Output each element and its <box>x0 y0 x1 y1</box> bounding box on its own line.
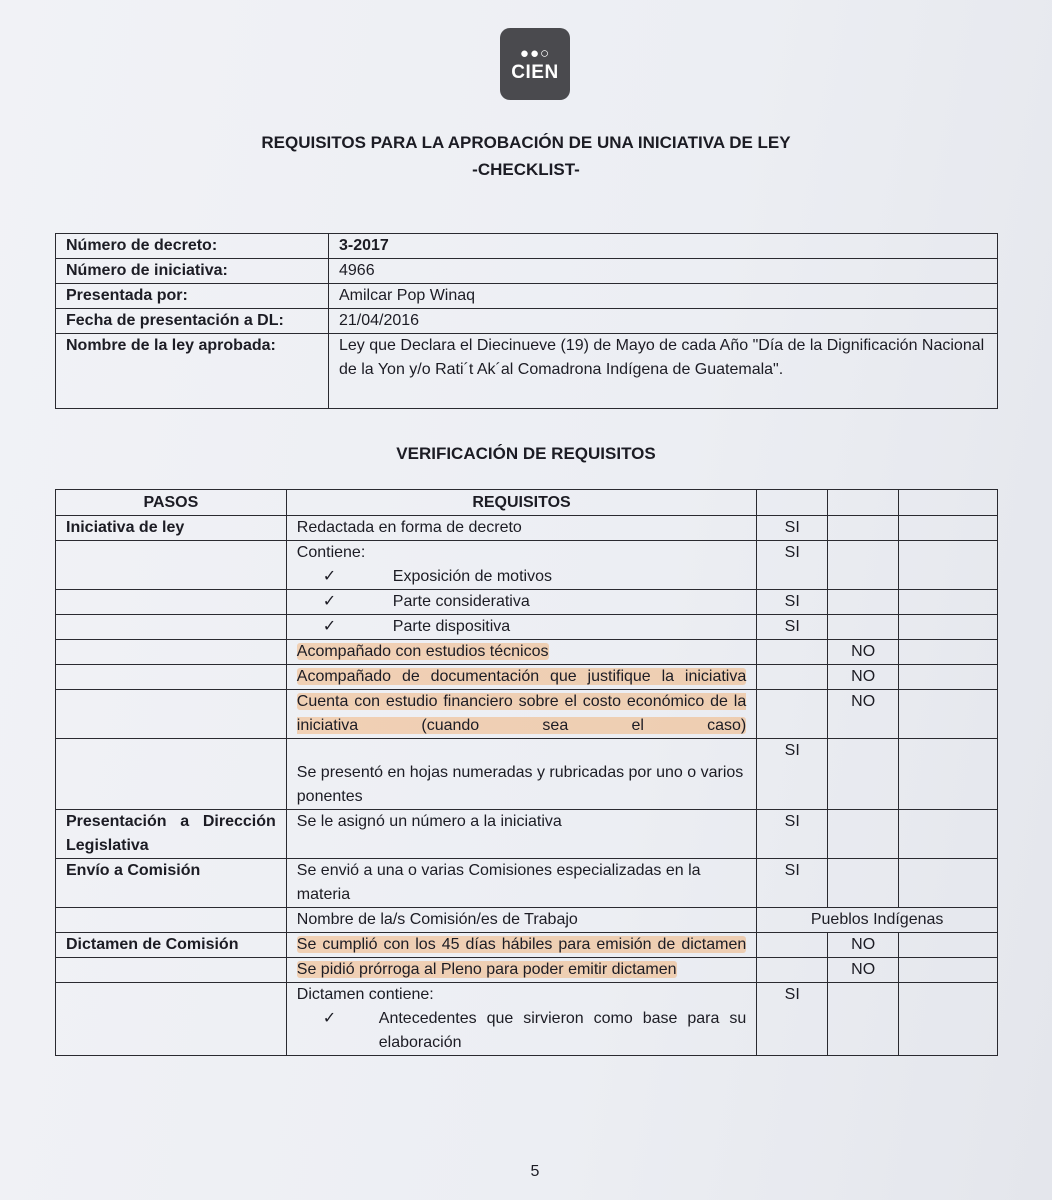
si-cell <box>757 933 828 958</box>
presentation-date-value: 21/04/2016 <box>329 309 998 334</box>
no-cell <box>828 859 899 908</box>
step-label: Iniciativa de ley <box>56 516 287 541</box>
list-item <box>297 1007 746 1055</box>
highlighted-text: Acompañado de documentación que justifique la iniciativa <box>296 668 747 685</box>
col-no-header <box>828 490 899 516</box>
initiative-number-value: 4966 <box>329 259 998 284</box>
table-row <box>56 590 998 615</box>
requirement-text: Se le asignó un número a la iniciativa <box>286 810 756 859</box>
requirement-text <box>286 690 756 739</box>
no-mark: NO <box>828 640 899 665</box>
checkmark-icon: ✓ <box>322 593 337 610</box>
step-cell <box>56 541 287 590</box>
table-row <box>56 665 998 690</box>
si-mark: SI <box>757 739 828 810</box>
no-cell <box>828 516 899 541</box>
logo-mark: ●●○ <box>519 45 551 62</box>
logo-text: CIEN <box>511 62 559 83</box>
si-mark: SI <box>757 615 828 640</box>
requirements-table <box>55 489 998 1056</box>
extra-cell <box>899 859 998 908</box>
checkmark-icon: ✓ <box>322 618 337 635</box>
contains-label: Contiene: <box>296 544 366 561</box>
si-cell <box>757 690 828 739</box>
requirement-text <box>286 590 756 615</box>
step-cell <box>56 615 287 640</box>
extra-cell <box>899 665 998 690</box>
table-row <box>56 810 998 859</box>
no-mark: NO <box>828 690 899 739</box>
extra-cell <box>899 640 998 665</box>
table-row <box>56 859 998 908</box>
extra-cell <box>899 615 998 640</box>
step-cell <box>56 665 287 690</box>
highlighted-text: Se pidió prórroga al Pleno para poder emitir dictamen <box>296 961 677 978</box>
col-requisitos-header: REQUISITOS <box>286 490 756 516</box>
no-cell <box>828 810 899 859</box>
table-row <box>56 739 998 810</box>
requirement-text <box>286 541 756 590</box>
extra-cell <box>899 690 998 739</box>
col-pasos-header: PASOS <box>56 490 287 516</box>
table-row <box>56 309 998 334</box>
requirement-text: Nombre de la/s Comisión/es de Trabajo <box>286 908 756 933</box>
requirement-text: Redactada en forma de decreto <box>286 516 756 541</box>
item-text: Se presentó en hojas numeradas y rubricadas por uno o varios ponentes <box>296 764 744 805</box>
table-row <box>56 334 998 409</box>
step-label: Presentación a Dirección Legislativa <box>56 810 287 859</box>
extra-cell <box>899 590 998 615</box>
si-mark: SI <box>757 590 828 615</box>
si-mark: SI <box>757 983 828 1056</box>
requirement-text <box>286 615 756 640</box>
initiative-number-label: Número de iniciativa: <box>56 259 329 284</box>
step-cell <box>56 739 287 810</box>
step-label: Envío a Comisión <box>56 859 287 908</box>
decree-number-label: Número de decreto: <box>56 234 329 259</box>
table-row <box>56 933 998 958</box>
table-row <box>56 958 998 983</box>
table-row <box>56 690 998 739</box>
step-label: Dictamen de Comisión <box>56 933 287 958</box>
table-row <box>56 541 998 590</box>
law-name-value: Ley que Declara el Diecinueve (19) de Mayo de cada Año "Día de la Dignificación Nacional de la Yon y/o Rati´t Ak´al Comadrona Indígena de Guatemala". <box>329 334 998 409</box>
no-cell <box>828 983 899 1056</box>
highlighted-text: Se cumplió con los 45 días hábiles para emisión de dictamen <box>296 936 747 953</box>
extra-cell <box>899 810 998 859</box>
col-extra-header <box>899 490 998 516</box>
requirement-text <box>286 640 756 665</box>
si-cell <box>757 958 828 983</box>
step-cell <box>56 908 287 933</box>
table-header-row <box>56 490 998 516</box>
no-cell <box>828 739 899 810</box>
item-text: Exposición de motivos <box>392 568 552 585</box>
no-mark: NO <box>828 933 899 958</box>
table-row <box>56 908 998 933</box>
checkmark-icon: ✓ <box>322 1010 337 1027</box>
no-cell <box>828 615 899 640</box>
si-mark: SI <box>757 516 828 541</box>
si-cell <box>757 640 828 665</box>
law-name-label: Nombre de la ley aprobada: <box>56 334 329 409</box>
table-row <box>56 615 998 640</box>
table-row <box>56 516 998 541</box>
step-cell <box>56 690 287 739</box>
table-row <box>56 259 998 284</box>
extra-cell <box>899 958 998 983</box>
law-info-table <box>55 233 998 409</box>
commission-name: Pueblos Indígenas <box>757 908 998 933</box>
checkmark-icon: ✓ <box>322 568 337 585</box>
presentation-date-label: Fecha de presentación a DL: <box>56 309 329 334</box>
requirement-text <box>286 958 756 983</box>
verification-title: VERIFICACIÓN DE REQUISITOS <box>396 444 656 463</box>
presented-by-label: Presentada por: <box>56 284 329 309</box>
extra-cell <box>899 541 998 590</box>
step-cell <box>56 590 287 615</box>
requirement-text: Se envió a una o varias Comisiones especializadas en la materia <box>286 859 756 908</box>
no-mark: NO <box>828 665 899 690</box>
extra-cell <box>899 516 998 541</box>
extra-cell <box>899 933 998 958</box>
requirement-text <box>286 933 756 958</box>
no-cell <box>828 590 899 615</box>
item-text: Parte considerativa <box>392 593 530 610</box>
requirement-text <box>286 739 756 810</box>
table-row <box>56 983 998 1056</box>
document-subtitle: -CHECKLIST- <box>472 160 580 179</box>
highlighted-text: Acompañado con estudios técnicos <box>296 643 549 660</box>
step-cell <box>56 640 287 665</box>
step-cell <box>56 958 287 983</box>
si-cell <box>757 665 828 690</box>
highlighted-text: Cuenta con estudio financiero sobre el costo económico de la iniciativa (cuando sea el caso) <box>296 693 747 734</box>
item-text: Parte dispositiva <box>392 618 511 635</box>
decree-number-value: 3-2017 <box>329 234 998 259</box>
requirement-text <box>286 983 756 1056</box>
si-mark: SI <box>757 810 828 859</box>
document-title: REQUISITOS PARA LA APROBACIÓN DE UNA INICIATIVA DE LEY <box>261 133 791 152</box>
table-row <box>56 284 998 309</box>
presented-by-value: Amilcar Pop Winaq <box>329 284 998 309</box>
item-text: Antecedentes que sirvieron como base para su elaboración <box>378 1010 747 1051</box>
table-row <box>56 234 998 259</box>
si-mark: SI <box>757 859 828 908</box>
col-si-header <box>757 490 828 516</box>
page-number: 5 <box>530 1163 540 1180</box>
contains-label: Dictamen contiene: <box>296 986 434 1003</box>
no-cell <box>828 541 899 590</box>
table-row <box>56 640 998 665</box>
step-cell <box>56 983 287 1056</box>
requirement-text <box>286 665 756 690</box>
si-mark: SI <box>757 541 828 590</box>
cien-logo <box>500 28 570 100</box>
extra-cell <box>899 739 998 810</box>
extra-cell <box>899 983 998 1056</box>
no-mark: NO <box>828 958 899 983</box>
list-item <box>297 565 746 589</box>
